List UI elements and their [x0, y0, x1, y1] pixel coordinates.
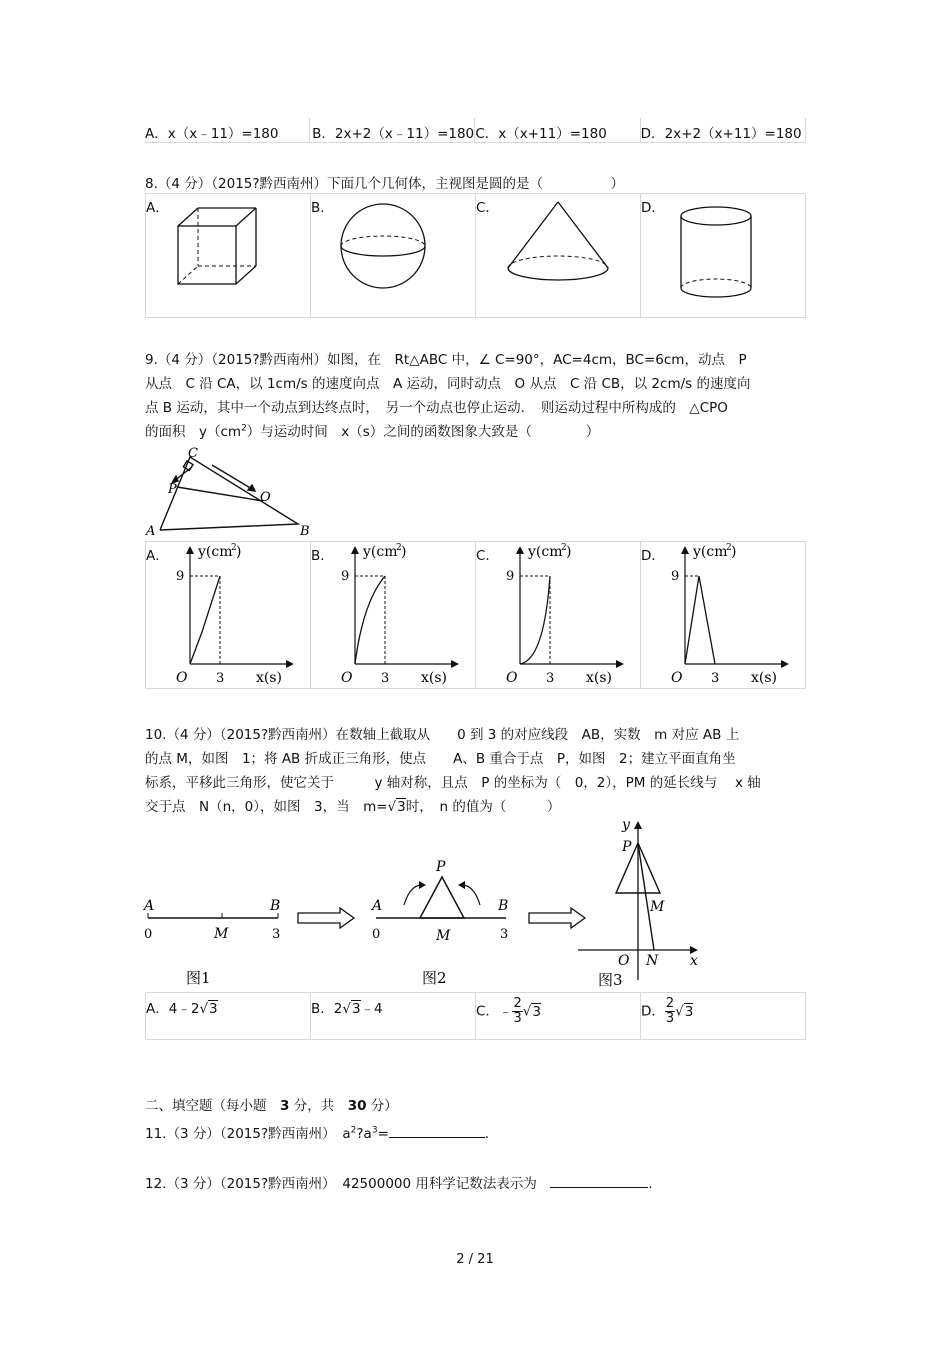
q7-options	[145, 118, 806, 143]
q10-fig2	[368, 855, 518, 990]
q8-stem: 8.（4 分）（2015?黔西南州）下面几个几何体，主视图是圆的是（ ）	[145, 176, 625, 192]
label-c: C	[188, 446, 198, 461]
q10-fig1	[140, 890, 290, 990]
q10-line3: 标系，平移此三角形，使它关于 y 轴对称，且点 P 的坐标为（ 0，2），PM 的延长线与 x 轴	[145, 775, 761, 791]
svg-text:M: M	[650, 899, 665, 915]
cube-figure	[166, 196, 326, 316]
svg-text:): )	[401, 544, 407, 560]
svg-text:A: A	[372, 898, 383, 914]
q8-option-c: C．	[476, 194, 640, 317]
svg-text:3: 3	[546, 671, 555, 686]
svg-text:O: O	[618, 953, 630, 969]
svg-text:x(s): x(s)	[256, 670, 283, 686]
q8-option-a: A．	[146, 194, 310, 317]
arrow-to-o	[212, 465, 252, 489]
svg-text:B: B	[270, 898, 281, 914]
section2-heading: 二、填空题（每小题 3 分，共 30 分）	[145, 1098, 398, 1114]
q11: 11.（3 分）（2015?黔西南州） $a^2?a^3=$ ．	[145, 1122, 498, 1142]
graph-c	[498, 542, 638, 690]
q12: 12.（3 分）（2015?黔西南州） 42500000 用科学记数法表示为 ．	[145, 1172, 662, 1192]
q9-option-d: D． y(cm 2 ) 9 3 O x(s)	[641, 542, 805, 688]
cylinder-figure	[661, 196, 821, 316]
svg-text:x(s): x(s)	[751, 670, 778, 686]
svg-text:9: 9	[671, 569, 680, 584]
svg-text:O: O	[176, 670, 188, 686]
svg-text:3: 3	[381, 671, 390, 686]
svg-text:9: 9	[506, 569, 515, 584]
graph-d	[663, 542, 803, 690]
q10-line2: 的点 M，如图 1；将 AB 折成正三角形，使点 A、B 重合于点 P，如图 2；建立平面直角坐	[145, 751, 736, 767]
label-p: P	[168, 482, 177, 497]
svg-text:图2: 图2	[422, 969, 447, 987]
svg-text:3: 3	[216, 671, 225, 686]
q9-options	[145, 541, 806, 689]
q8-option-d: D．	[641, 194, 805, 317]
svg-text:B: B	[498, 898, 509, 914]
sphere-figure	[331, 196, 491, 316]
double-arrow-1	[296, 906, 358, 930]
svg-text:9: 9	[176, 569, 185, 584]
q9-option-a: A． y(cm 2 ) 9 3 O x(s)	[146, 542, 310, 688]
svg-text:3: 3	[272, 927, 281, 942]
q11-answer-blank[interactable]	[389, 1123, 485, 1138]
svg-text:x(s): x(s)	[421, 670, 448, 686]
svg-text:): )	[236, 544, 242, 560]
q10-line1: 10.（4 分）（2015?黔西南州）在数轴上截取从 0 到 3 的对应线段 AB，实数 m 对应 AB 上	[145, 727, 740, 743]
q7-option-c: C．x（x+11）=180	[475, 126, 607, 142]
svg-text:O: O	[341, 670, 353, 686]
q9-line4: 的面积 $y(cm^2)$与运动时间 x（s）之间的函数图象大致是（ ）	[145, 423, 600, 440]
q9-line1: 9.（4 分）（2015?黔西南州）如图，在 Rt△ABC 中，∠ C=90°，AC=4cm，BC=6cm，动点 P	[145, 352, 747, 368]
q7-option-d: D．2x+2（x+11）=180	[640, 126, 802, 142]
q8-option-b: B．	[311, 194, 475, 317]
q7-option-a: A．x（x﹣11）=180	[145, 126, 279, 142]
svg-text:): )	[566, 544, 572, 560]
svg-text:P: P	[622, 839, 632, 855]
svg-text:图1: 图1	[186, 969, 211, 987]
svg-text:2: 2	[561, 543, 567, 553]
q7-option-b: B．2x+2（x﹣11）=180	[312, 126, 475, 142]
svg-text:2: 2	[396, 543, 402, 553]
svg-text:x: x	[690, 953, 698, 969]
q9-option-c: C． y(cm 2 ) 9 3 O x(s)	[476, 542, 640, 688]
graph-a	[168, 542, 308, 690]
label-o: O	[260, 490, 271, 505]
label-a: A	[146, 524, 156, 539]
q10-option-b: B．2√3﹣4	[311, 1001, 383, 1017]
svg-text:图3: 图3	[598, 971, 623, 989]
svg-text:2: 2	[231, 543, 237, 553]
q9-line3: 点 B 运动，其中一个动点到达终点时， 另一个动点也停止运动． 则运动过程中所构成的 △CPO	[145, 400, 728, 416]
svg-text:P: P	[436, 859, 446, 875]
svg-text:3: 3	[711, 671, 720, 686]
graph-b	[333, 542, 473, 690]
q9-option-b: B． y(cm 2 ) 9 3 O x(s)	[311, 542, 475, 688]
q10-option-d: D． $\frac{2}{3}$ √3	[640, 996, 694, 1026]
svg-text:M: M	[214, 926, 229, 942]
q10-line4: 交于点 N（n，0），如图 3，当 m=√3时， n 的值为（ ）	[145, 799, 561, 815]
q10-options	[145, 992, 806, 1040]
page-number: 2 / 21	[456, 1252, 494, 1267]
q10-option-c: C．﹣ $\frac{2}{3}$ √3	[476, 996, 541, 1026]
svg-text:A: A	[144, 898, 155, 914]
q10-option-a: A．4﹣2√3	[146, 1001, 218, 1017]
svg-text:N: N	[646, 953, 659, 969]
label-b: B	[300, 524, 310, 539]
svg-text:y: y	[622, 817, 630, 833]
q9-triangle-figure	[140, 445, 320, 540]
svg-text:O: O	[671, 670, 683, 686]
svg-text:): )	[731, 544, 737, 560]
svg-text:O: O	[506, 670, 518, 686]
q10-fig3	[570, 815, 710, 990]
svg-text:M: M	[436, 928, 451, 944]
q9-line2: 从点 C 沿 CA，以 1cm/s 的速度向点 A 运动，同时动点 O 从点 C 沿 CB，以 2cm/s 的速度向	[145, 376, 751, 392]
cone-figure	[496, 196, 656, 316]
svg-text:x(s): x(s)	[586, 670, 613, 686]
svg-text:0: 0	[372, 927, 381, 942]
svg-text:y(cm: y(cm	[693, 544, 728, 560]
svg-text:y(cm: y(cm	[528, 544, 563, 560]
svg-text:2: 2	[726, 543, 732, 553]
svg-text:3: 3	[500, 927, 509, 942]
q8-options	[145, 193, 806, 318]
q12-answer-blank[interactable]	[550, 1173, 648, 1188]
svg-text:0: 0	[144, 927, 153, 942]
svg-text:9: 9	[341, 569, 350, 584]
svg-text:y(cm: y(cm	[198, 544, 233, 560]
svg-text:y(cm: y(cm	[363, 544, 398, 560]
